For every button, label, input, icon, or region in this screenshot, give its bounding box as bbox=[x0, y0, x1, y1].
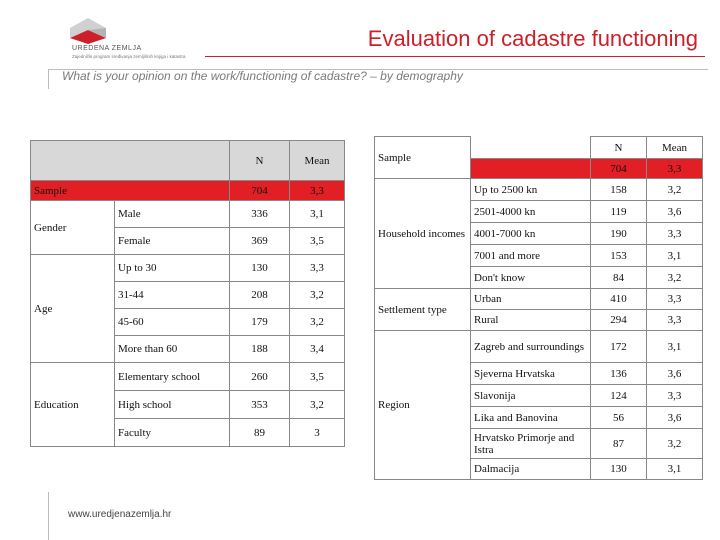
row-mean: 3,2 bbox=[290, 391, 345, 419]
row-n: 87 bbox=[591, 429, 647, 459]
row-label: High school bbox=[115, 391, 230, 419]
row-n: 89 bbox=[230, 419, 290, 447]
header-blank-cell bbox=[471, 137, 591, 159]
title-underline bbox=[205, 56, 705, 57]
sample-n: 704 bbox=[230, 181, 290, 201]
row-n: 188 bbox=[230, 336, 290, 363]
row-n: 172 bbox=[591, 331, 647, 363]
row-mean: 3,3 bbox=[647, 223, 703, 245]
row-n: 119 bbox=[591, 201, 647, 223]
sample-n: 704 bbox=[591, 159, 647, 179]
group-label-gender: Gender bbox=[31, 201, 115, 255]
row-label: Don't know bbox=[471, 267, 591, 289]
row-mean: 3,6 bbox=[647, 201, 703, 223]
table-row bbox=[375, 179, 703, 201]
row-mean: 3,2 bbox=[647, 267, 703, 289]
row-mean: 3,3 bbox=[290, 255, 345, 282]
row-mean: 3,4 bbox=[290, 336, 345, 363]
page-title: Evaluation of cadastre functioning bbox=[367, 26, 698, 51]
row-label: Male bbox=[115, 201, 230, 228]
group-label-education: Education bbox=[31, 363, 115, 447]
sample-mean: 3,3 bbox=[647, 159, 703, 179]
row-label: Lika and Banovina bbox=[471, 407, 591, 429]
row-n: 410 bbox=[591, 289, 647, 310]
row-n: 124 bbox=[591, 385, 647, 407]
row-label: 45-60 bbox=[115, 309, 230, 336]
row-n: 158 bbox=[591, 179, 647, 201]
row-label: 7001 and more bbox=[471, 245, 591, 267]
row-label: Elementary school bbox=[115, 363, 230, 391]
row-label: Urban bbox=[471, 289, 591, 310]
page-subtitle: What is your opinion on the work/functioning of cadastre? – by demography bbox=[62, 69, 463, 83]
row-mean: 3,3 bbox=[647, 310, 703, 331]
row-n: 130 bbox=[591, 459, 647, 480]
subtitle-divider-vertical bbox=[48, 69, 49, 89]
row-label: Zagreb and surroundings bbox=[471, 331, 591, 363]
row-n: 56 bbox=[591, 407, 647, 429]
table-row bbox=[31, 255, 345, 282]
row-label: Female bbox=[115, 228, 230, 255]
row-label: Faculty bbox=[115, 419, 230, 447]
sample-mean: 3,3 bbox=[290, 181, 345, 201]
sample-label-right: Sample bbox=[375, 137, 471, 179]
column-header-n: N bbox=[591, 137, 647, 159]
row-label: Up to 30 bbox=[115, 255, 230, 282]
row-n: 130 bbox=[230, 255, 290, 282]
row-mean: 3,5 bbox=[290, 228, 345, 255]
sample-spacer bbox=[471, 159, 591, 179]
row-label: 4001-7000 kn bbox=[471, 223, 591, 245]
row-n: 208 bbox=[230, 282, 290, 309]
row-n: 136 bbox=[591, 363, 647, 385]
row-mean: 3,1 bbox=[647, 459, 703, 480]
row-mean: 3,1 bbox=[647, 331, 703, 363]
row-mean: 3,2 bbox=[647, 429, 703, 459]
row-mean: 3,1 bbox=[290, 201, 345, 228]
row-n: 153 bbox=[591, 245, 647, 267]
row-mean: 3 bbox=[290, 419, 345, 447]
row-label: 31-44 bbox=[115, 282, 230, 309]
table-row bbox=[375, 331, 703, 363]
group-label-age: Age bbox=[31, 255, 115, 363]
row-mean: 3,2 bbox=[290, 282, 345, 309]
row-n: 84 bbox=[591, 267, 647, 289]
sample-label: Sample bbox=[31, 181, 230, 201]
logo-subtext: Zajednički program sređivanja zemljišnih knjiga i katastra bbox=[72, 54, 186, 59]
table-row bbox=[375, 289, 703, 310]
row-mean: 3,1 bbox=[647, 245, 703, 267]
group-label-household-incomes: Household incomes bbox=[375, 179, 471, 289]
row-mean: 3,6 bbox=[647, 407, 703, 429]
row-mean: 3,3 bbox=[647, 385, 703, 407]
footer-divider bbox=[48, 492, 49, 540]
header-blank-cell bbox=[31, 141, 230, 181]
row-n: 353 bbox=[230, 391, 290, 419]
logo-text: UREDENA ZEMLJA bbox=[72, 45, 142, 52]
column-header-mean: Mean bbox=[647, 137, 703, 159]
demography-table-right bbox=[374, 136, 703, 480]
group-label-settlement-type: Settlement type bbox=[375, 289, 471, 331]
demography-table-left bbox=[30, 140, 345, 447]
row-label: Dalmacija bbox=[471, 459, 591, 480]
row-n: 294 bbox=[591, 310, 647, 331]
row-n: 179 bbox=[230, 309, 290, 336]
row-label: Hrvatsko Primorje and Istra bbox=[471, 429, 591, 459]
table-row bbox=[31, 363, 345, 391]
row-mean: 3,2 bbox=[647, 179, 703, 201]
row-label: More than 60 bbox=[115, 336, 230, 363]
table-row bbox=[31, 201, 345, 228]
row-mean: 3,5 bbox=[290, 363, 345, 391]
row-mean: 3,6 bbox=[647, 363, 703, 385]
row-n: 260 bbox=[230, 363, 290, 391]
column-header-mean: Mean bbox=[290, 141, 345, 181]
row-mean: 3,3 bbox=[647, 289, 703, 310]
row-n: 336 bbox=[230, 201, 290, 228]
row-label: Slavonija bbox=[471, 385, 591, 407]
footer-url: www.uredjenazemlja.hr bbox=[68, 509, 172, 520]
row-n: 369 bbox=[230, 228, 290, 255]
row-label: Rural bbox=[471, 310, 591, 331]
row-label: Up to 2500 kn bbox=[471, 179, 591, 201]
row-label: Sjeverna Hrvatska bbox=[471, 363, 591, 385]
row-label: 2501-4000 kn bbox=[471, 201, 591, 223]
row-mean: 3,2 bbox=[290, 309, 345, 336]
group-label-region: Region bbox=[375, 331, 471, 480]
column-header-n: N bbox=[230, 141, 290, 181]
row-n: 190 bbox=[591, 223, 647, 245]
